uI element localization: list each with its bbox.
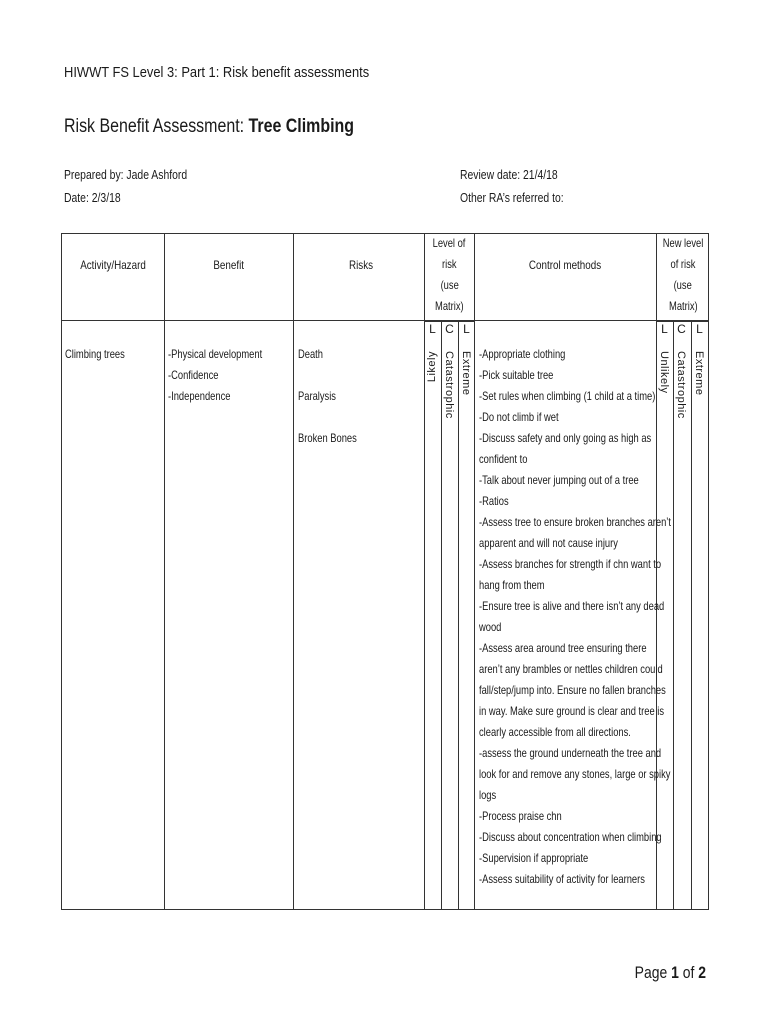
control-item: -Process praise chn [479, 809, 562, 823]
control-item: confident to [479, 452, 528, 466]
control-item: clearly accessible from all directions. [479, 725, 631, 739]
control-item: apparent and will not cause injury [479, 536, 618, 550]
controls-list [479, 344, 725, 890]
col-divider-benefit [164, 233, 165, 910]
risk-item: Death [298, 347, 323, 361]
control-item: logs [479, 788, 497, 802]
title-prefix: Risk Benefit Assessment: [64, 116, 245, 137]
document-title [64, 116, 409, 138]
control-item: fall/step/jump into. Ensure no fallen branches [479, 683, 666, 697]
control-item: -Set rules when climbing (1 child at a time) [479, 389, 656, 403]
benefits-cell [168, 344, 289, 407]
control-item: -Discuss about concentration when climbing [479, 830, 662, 844]
level-consequence: Catastrophic [443, 351, 455, 419]
new-lcl-consequence: C [677, 322, 686, 336]
control-item: aren’t any brambles or nettles children could [479, 662, 663, 676]
control-item: -Appropriate clothing [479, 347, 566, 361]
new-lcl-level: L [696, 322, 703, 336]
list-item: -Independence [168, 389, 231, 403]
header-level-of-risk: Level of risk (use Matrix) [433, 236, 466, 313]
control-item: -Do not climb if wet [479, 410, 559, 424]
control-item: -Assess tree to ensure broken branches aren’t [479, 515, 671, 529]
control-item: -Ratios [479, 494, 509, 508]
other-ras: Other RA’s referred to: [460, 190, 564, 205]
control-item: -Talk about never jumping out of a tree [479, 473, 639, 487]
header-benefit: Benefit [213, 258, 245, 272]
table-border-top [61, 233, 709, 234]
new-level-consequence: Catastrophic [675, 351, 687, 419]
lcl-likelihood: L [429, 322, 436, 336]
control-item: -Discuss safety and only going as high as [479, 431, 652, 445]
review-date: Review date: 21/4/18 [460, 167, 558, 182]
title-subject: Tree Climbing [248, 116, 355, 137]
col-divider-level-l [458, 321, 459, 910]
page-number: Page 1 of 2 [634, 963, 706, 982]
risk-item: Paralysis [298, 389, 336, 403]
control-item: -Assess branches for strength if chn want to [479, 557, 662, 571]
control-item: hang from them [479, 578, 545, 592]
control-item: -assess the ground underneath the tree and [479, 746, 662, 760]
lcl-consequence: C [445, 322, 454, 336]
risk-item: Broken Bones [298, 431, 357, 445]
assessment-date: Date: 2/3/18 [64, 190, 121, 205]
control-item: -Supervision if appropriate [479, 851, 589, 865]
control-item: -Assess area around tree ensuring there [479, 641, 647, 655]
control-item: -Pick suitable tree [479, 368, 554, 382]
list-item: -Confidence [168, 368, 219, 382]
header-new-level-of-risk: New level of risk (use Matrix) [662, 236, 704, 313]
controls-cell [479, 344, 725, 890]
level-likelihood: Likely [426, 351, 438, 383]
col-divider-risks [293, 233, 294, 910]
list-item: -Physical development [168, 347, 263, 361]
level-rating: Extreme [460, 351, 472, 396]
activity-cell: Climbing trees [65, 347, 125, 361]
new-lcl-likelihood: L [661, 322, 668, 336]
new-level-rating: Extreme [693, 351, 705, 396]
control-item: look for and remove any stones, large or spiky [479, 767, 671, 781]
header-control-methods: Control methods [529, 258, 602, 272]
risk-assessment-table [61, 233, 709, 910]
control-item: wood [479, 620, 502, 634]
table-border-left [61, 233, 62, 910]
control-item: -Assess suitability of activity for learners [479, 872, 645, 886]
document-header: HIWWT FS Level 3: Part 1: Risk benefit assessments [64, 64, 370, 81]
header-risks: Risks [349, 258, 374, 272]
prepared-by: Prepared by: Jade Ashford [64, 167, 188, 182]
table-border-bottom [61, 909, 709, 910]
header-activity: Activity/Hazard [80, 258, 146, 272]
new-level-likelihood: Unlikely [658, 351, 670, 394]
control-item: in way. Make sure ground is clear and tree is [479, 704, 665, 718]
lcl-level: L [463, 322, 470, 336]
risks-cell [298, 344, 373, 449]
header-divider [61, 320, 709, 321]
col-divider-level-c [441, 321, 442, 910]
control-item: -Ensure tree is alive and there isn’t any dead [479, 599, 665, 613]
